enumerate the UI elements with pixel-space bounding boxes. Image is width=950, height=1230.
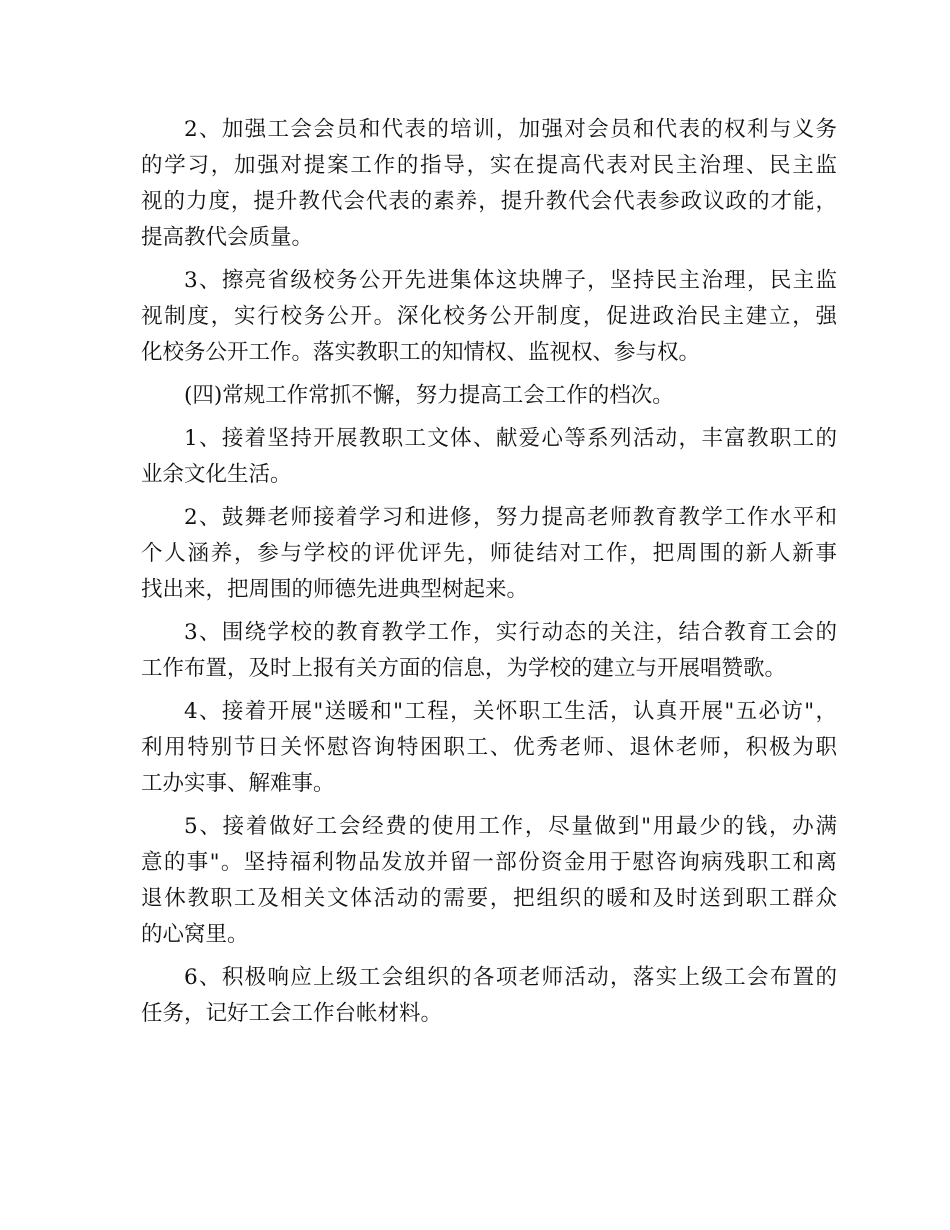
text-line: 业余文化生活。 <box>141 462 292 487</box>
text-line: 工办实事、解难事。 <box>141 771 335 796</box>
text-line: 提高教代会质量。 <box>141 225 314 250</box>
paragraph-2-teachers <box>141 500 837 608</box>
paragraph-1-activities <box>141 421 837 493</box>
text-line: 3、围绕学校的教育教学工作，实行动态的关注，结合教育工会的 <box>184 620 837 645</box>
text-line: 5、接着做好工会经费的使用工作，尽量做到"用最少的钱，办满 <box>184 814 837 839</box>
paragraph-4-warmth <box>141 694 837 802</box>
paragraph-2-training <box>141 112 837 256</box>
text-line: 工作布置，及时上报有关方面的信息，为学校的建立与开展唱赞歌。 <box>141 656 787 681</box>
section-heading-4 <box>141 378 837 414</box>
text-line: 4、接着开展"送暖和"工程，关怀职工生活，认真开展"五必访"， <box>184 699 837 724</box>
paragraph-6-higher-union <box>141 960 837 1032</box>
text-line: 退休教职工及相关文体活动的需要，把组织的暖和及时送到职工群众 <box>141 886 837 911</box>
text-line: 视制度，实行校务公开。深化校务公开制度，促进政治民主建立，强 <box>141 304 837 329</box>
text-line: (四)常规工作常抓不懈，努力提高工会工作的档次。 <box>184 383 674 408</box>
text-line: 的学习，加强对提案工作的指导，实在提高代表对民主治理、民主监 <box>141 153 837 178</box>
text-line: 6、积极响应上级工会组织的各项老师活动，落实上级工会布置的 <box>184 965 837 990</box>
text-line: 2、加强工会会员和代表的培训，加强对会员和代表的权利与义务 <box>184 117 837 142</box>
document-body <box>141 112 837 1039</box>
text-line: 视的力度，提升教代会代表的素养，提升教代会代表参政议政的才能， <box>141 189 837 214</box>
text-line: 找出来，把周围的师德先进典型树起来。 <box>141 577 529 602</box>
paragraph-3-teaching <box>141 615 837 687</box>
paragraph-5-funds <box>141 809 837 953</box>
text-line: 的心窝里。 <box>141 922 249 947</box>
text-line: 1、接着坚持开展教职工文体、献爱心等系列活动，丰富教职工的 <box>184 426 837 451</box>
text-line: 利用特别节日关怀慰咨询特困职工、优秀老师、退休老师，积极为职 <box>141 735 837 760</box>
text-line: 意的事"。坚持福利物品发放并留一部份资金用于慰咨询病残职工和离 <box>141 850 837 875</box>
text-line: 任务，记好工会工作台帐材料。 <box>141 1001 443 1026</box>
text-line: 个人涵养，参与学校的评优评先，师徒结对工作，把周围的新人新事 <box>141 541 837 566</box>
text-line: 3、擦亮省级校务公开先进集体这块牌子，坚持民主治理，民主监 <box>184 268 837 293</box>
text-line: 2、鼓舞老师接着学习和进修，努力提高老师教育教学工作水平和 <box>184 505 837 530</box>
text-line: 化校务公开工作。落实教职工的知情权、监视权、参与权。 <box>141 340 701 365</box>
paragraph-3-school-affairs <box>141 263 837 371</box>
